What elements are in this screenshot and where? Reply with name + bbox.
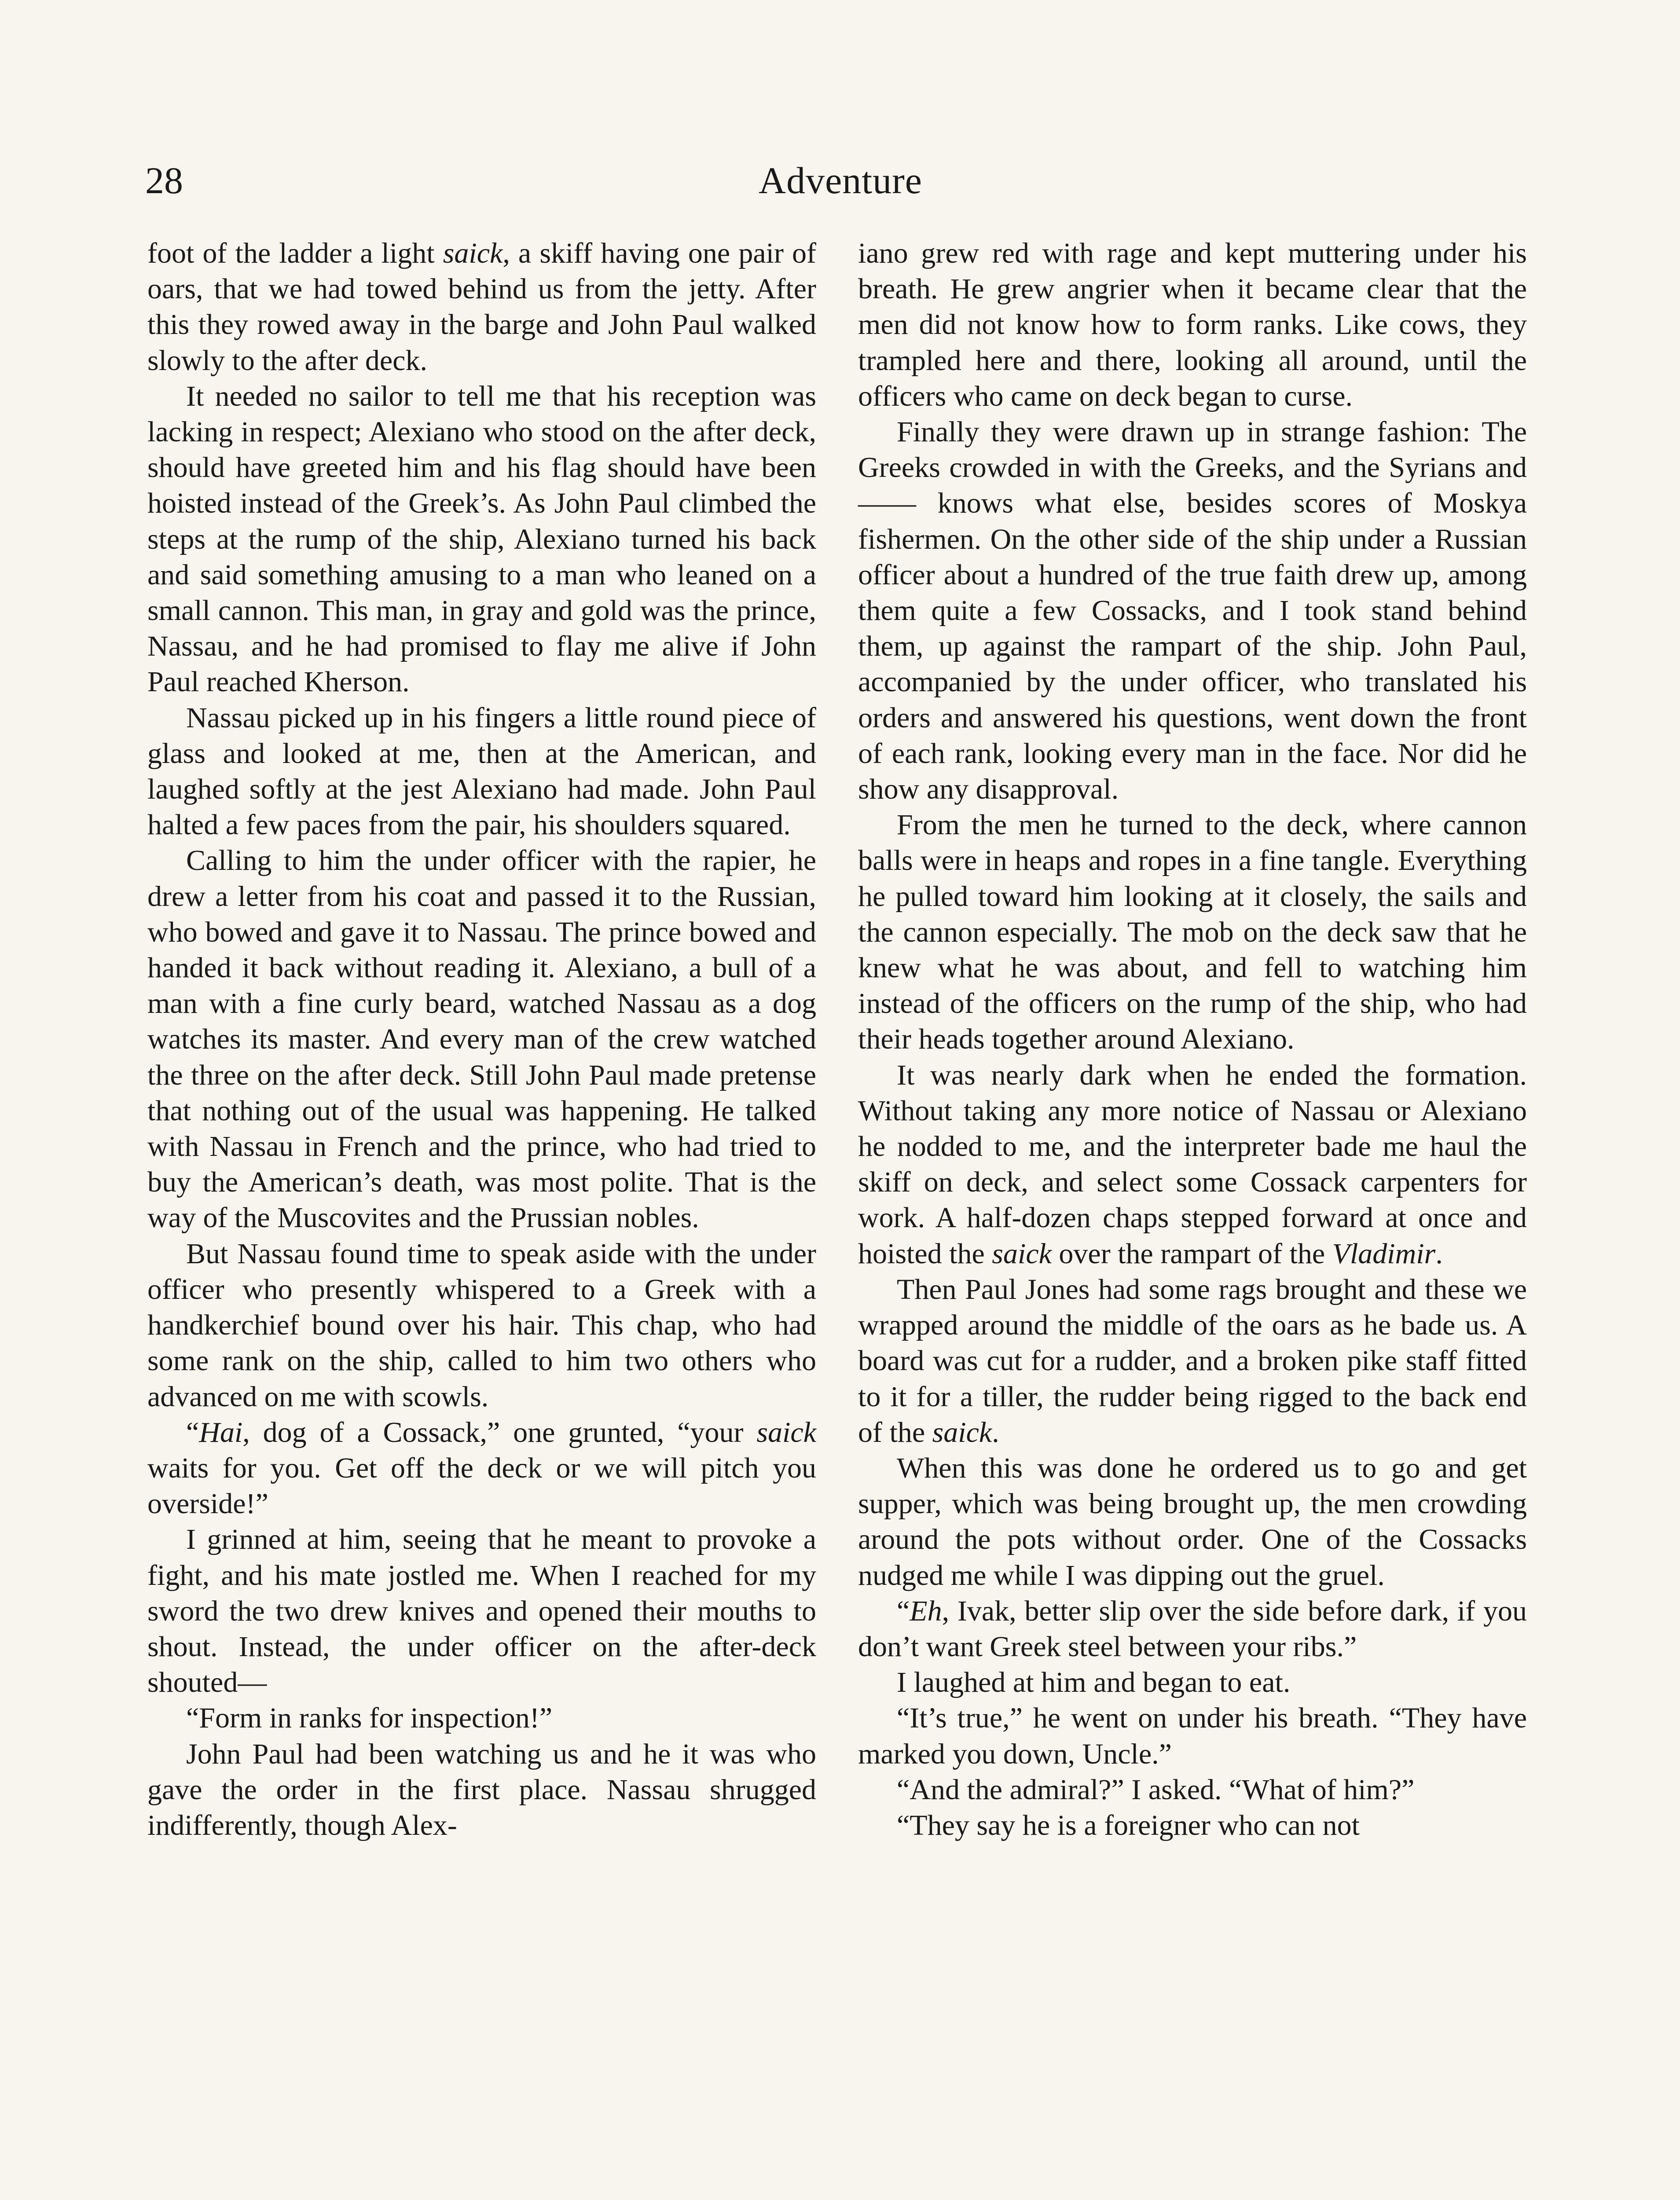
italic-text: Hai: [199, 1416, 243, 1448]
paragraph: [147, 700, 816, 843]
paragraph: [858, 1450, 1527, 1593]
paragraph: [147, 1700, 816, 1736]
text-run: “: [186, 1416, 199, 1448]
paragraph: [147, 1236, 816, 1415]
paragraph: [147, 378, 816, 700]
text-run: , Ivak, better slip over the side before dark, if you don’t want Greek steel between your ribs.”: [858, 1595, 1527, 1663]
magazine-title: Adventure: [759, 159, 922, 202]
text-run: It was nearly dark when he ended the formation. Without taking any more notice of Nassau or Alexiano he nodded to me, and the interpreter bade me haul the skiff on deck, and select some Cossack carpenters for work. A half-dozen chaps stepped forward at once and hoisted the: [858, 1059, 1527, 1270]
text-run: When this was done he ordered us to go and get supper, which was being brought up, the men crowding around the pots without order. One of the Cossacks nudged me while I was dipping out the gruel.: [858, 1452, 1527, 1591]
italic-text: Vladimir: [1332, 1237, 1436, 1270]
text-run: , a skiff having one pair of oars, that we had towed behind us from the jetty. After this they rowed away in the barge and John Paul walked slowly to the after deck.: [147, 237, 816, 377]
italic-text: saick: [992, 1237, 1052, 1270]
paragraph: [858, 807, 1527, 1057]
text-run: It needed no sailor to tell me that his reception was lacking in respect; Alexiano who stood on the after deck, should have greeted him and his flag should have been hoisted instead of the Greek’s. As John Paul climbed the steps at the rump of the ship, Alexiano turned his back and said something amusing to a man who leaned on a small cannon. This man, in gray and gold was the prince, Nassau, and he had promised to flay me alive if John Paul reached Kherson.: [147, 380, 816, 698]
text-run: “It’s true,” he went on under his breath. “They have marked you down, Uncle.”: [858, 1702, 1527, 1770]
text-run: “And the admiral?” I asked. “What of him?”: [897, 1773, 1415, 1806]
paragraph: [147, 1522, 816, 1700]
text-run: .: [1435, 1237, 1443, 1270]
paragraph: [858, 1772, 1527, 1808]
italic-text: saick: [443, 237, 503, 269]
paragraph: [147, 1736, 816, 1844]
text-run: iano grew red with rage and kept muttering under his breath. He grew angrier when it became clear that the men did not know how to form ranks. Like cows, they trampled here and there, looking all around, until the officers who came on deck began to curse.: [858, 237, 1527, 412]
paragraph: [858, 414, 1527, 807]
paragraph: [858, 1057, 1527, 1272]
paragraph: [858, 1272, 1527, 1450]
paragraph: [147, 1415, 816, 1522]
paragraph: [858, 1700, 1527, 1771]
text-run: “: [897, 1595, 910, 1627]
text-run: John Paul had been watching us and he it was who gave the order in the first place. Nassau shrugged indifferently, though Alex-: [147, 1738, 816, 1841]
paragraph: [858, 1593, 1527, 1665]
text-run: , dog of a Cossack,” one grunted, “your: [242, 1416, 757, 1448]
italic-text: saick: [756, 1416, 816, 1448]
italic-text: Eh: [910, 1595, 942, 1627]
paragraph: [858, 235, 1527, 414]
page-header: [145, 150, 1536, 220]
left-text-column: [147, 235, 816, 1843]
text-run: Then Paul Jones had some rags brought and these we wrapped around the middle of the oars as he bade us. A board was cut for a rudder, and a broken pike staff fitted to it for a tiller, the rudder being rigged to the back end of the: [858, 1273, 1527, 1448]
paragraph: [858, 1665, 1527, 1700]
page-number: 28: [145, 159, 183, 202]
text-run: waits for you. Get off the deck or we will pitch you overside!”: [147, 1452, 816, 1520]
text-run: I grinned at him, seeing that he meant to provoke a fight, and his mate jostled me. When I reached for my sword the two drew knives and opened their mouths to shout. Instead, the under officer on the after-deck shouted—: [147, 1523, 816, 1699]
paragraph: [147, 843, 816, 1236]
text-run: I laughed at him and began to eat.: [897, 1666, 1291, 1699]
paragraph: [858, 1808, 1527, 1843]
text-run: “They say he is a foreigner who can not: [897, 1809, 1360, 1841]
text-run: .: [992, 1416, 999, 1448]
text-run: But Nassau found time to speak aside with the under officer who presently whispered to a Greek with a handkerchief bound over his hair. This chap, who had some rank on the ship, called to him two others who advanced on me with scowls.: [147, 1237, 816, 1413]
right-text-column: [858, 235, 1527, 1843]
italic-text: saick: [932, 1416, 992, 1448]
text-run: over the rampart of the: [1051, 1237, 1332, 1270]
text-run: foot of the ladder a light: [147, 237, 443, 269]
text-run: From the men he turned to the deck, where cannon balls were in heaps and ropes in a fine tangle. Everything he pulled toward him looking at it closely, the sails and the cannon especially. The mob on the deck saw that he knew what he was about, and fell to watching him instead of the officers on the rump of the ship, who had their heads together around Alexiano.: [858, 809, 1527, 1056]
text-run: Nassau picked up in his fingers a little round piece of glass and looked at me, then at the American, and laughed softly at the jest Alexiano had made. John Paul halted a few paces from the pair, his shoulders squared.: [147, 701, 816, 841]
paragraph: [147, 235, 816, 378]
text-run: Finally they were drawn up in strange fashion: The Greeks crowded in with the Greeks, and the Syrians and —— knows what else, besides scores of Moskya fishermen. On the other side of the ship under a Russian officer about a hundred of the true faith drew up, among them quite a few Cossacks, and I took stand behind them, up against the rampart of the ship. John Paul, accompanied by the under officer, who translated his orders and answered his questions, went down the front of each rank, looking every man in the face. Nor did he show any disapproval.: [858, 416, 1527, 806]
text-run: “Form in ranks for inspection!”: [186, 1702, 553, 1734]
text-run: Calling to him the under officer with the rapier, he drew a letter from his coat and passed it to the Russian, who bowed and gave it to Nassau. The prince bowed and handed it back without reading it. Alexiano, a bull of a man with a fine curly beard, watched Nassau as a dog watches its master. And every man of the crew watched the three on the after deck. Still John Paul made pretense that nothing out of the usual was happening. He talked with Nassau in French and the prince, who had tried to buy the American’s death, was most polite. That is the way of the Muscovites and the Prussian nobles.: [147, 844, 816, 1234]
